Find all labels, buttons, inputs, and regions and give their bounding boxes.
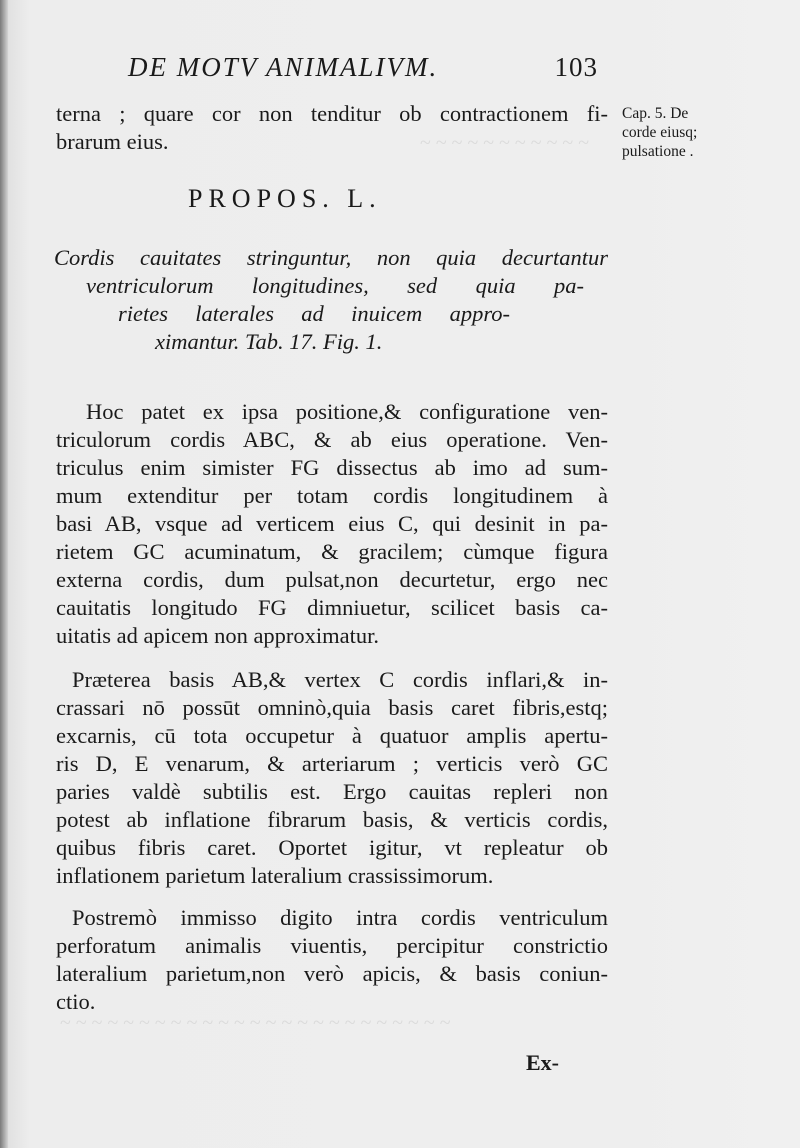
page-number: 103 [554, 52, 598, 82]
text-line: cauitatis longitudo FG dimniuetur, scilicet basis ca- [56, 595, 608, 620]
text-line: lateralium parietum,non verò apicis, & basis coniun- [56, 961, 608, 986]
marginal-note [622, 104, 742, 161]
text-line: Postremò immisso digito intra cordis ventriculum [72, 905, 608, 930]
proposition-line: rietes laterales ad inuicem appro- [118, 301, 510, 326]
marginal-note-line: pulsatione . [622, 143, 694, 160]
text-line: basi AB, vsque ad verticem eius C, qui desinit in pa- [56, 511, 608, 536]
text-line: paries valdè subtilis est. Ergo cauitas repleri non [56, 779, 608, 804]
text-line: uitatis ad apicem non approximatur. [56, 623, 380, 648]
catchword: Ex- [526, 1050, 559, 1075]
text-line: brarum eius. [56, 129, 169, 154]
proposition-heading: PROPOS. L. [188, 184, 382, 213]
text-line: terna ; quare cor non tenditur ob contractionem fi- [56, 101, 608, 126]
text-line: crassari nō possūt omninò,quia basis caret fibris,estq; [56, 695, 608, 720]
show-through-texture: ~ ~ ~ ~ ~ ~ ~ ~ ~ ~ ~ ~ ~ ~ ~ ~ ~ ~ ~ ~ ~ ~ ~ ~ ~ [60, 1012, 451, 1034]
text-line: Præterea basis AB,& vertex C cordis inflari,& in- [72, 667, 608, 692]
text-line: inflationem parietum lateralium crassissimorum. [56, 863, 494, 888]
text-line: mum extenditur per totam cordis longitudinem à [56, 483, 608, 508]
text-line: Hoc patet ex ipsa positione,& configuratione ven- [86, 399, 608, 424]
running-title: DE MOTV ANIMALIVM. [128, 52, 439, 82]
text-line: excarnis, cū tota occupetur à quatuor amplis apertu- [56, 723, 608, 748]
show-through-texture: ~ ~ ~ ~ ~ ~ ~ ~ ~ ~ ~ [420, 132, 590, 154]
marginal-note-line: Cap. 5. De [622, 105, 689, 122]
proposition-line: ventriculorum longitudines, sed quia pa- [86, 273, 584, 298]
text-line: externa cordis, dum pulsat,non decurtetur, ergo nec [56, 567, 608, 592]
text-line: potest ab inflatione fibrarum basis, & verticis cordis, [56, 807, 608, 832]
marginal-note-line: corde eiusq; [622, 124, 698, 141]
text-line: perforatum animalis viuentis, percipitur constrictio [56, 933, 608, 958]
proposition-line: ximantur. Tab. 17. Fig. 1. [155, 329, 383, 354]
text-line: ctio. [56, 989, 96, 1014]
text-line: rietem GC acuminatum, & gracilem; cùmque figura [56, 539, 608, 564]
proposition-line: Cordis cauitates stringuntur, non quia decurtantur [54, 245, 608, 270]
text-line: triculorum cordis ABC, & ab eius operatione. Ven- [56, 427, 608, 452]
text-line: triculus enim simister FG dissectus ab imo ad sum- [56, 455, 608, 480]
running-head [128, 52, 598, 92]
page-spine-shadow [0, 0, 8, 1148]
text-line: quibus fibris caret. Oportet igitur, vt repleatur ob [56, 835, 608, 860]
text-line: ris D, E venarum, & arteriarum ; verticis verò GC [56, 751, 608, 776]
